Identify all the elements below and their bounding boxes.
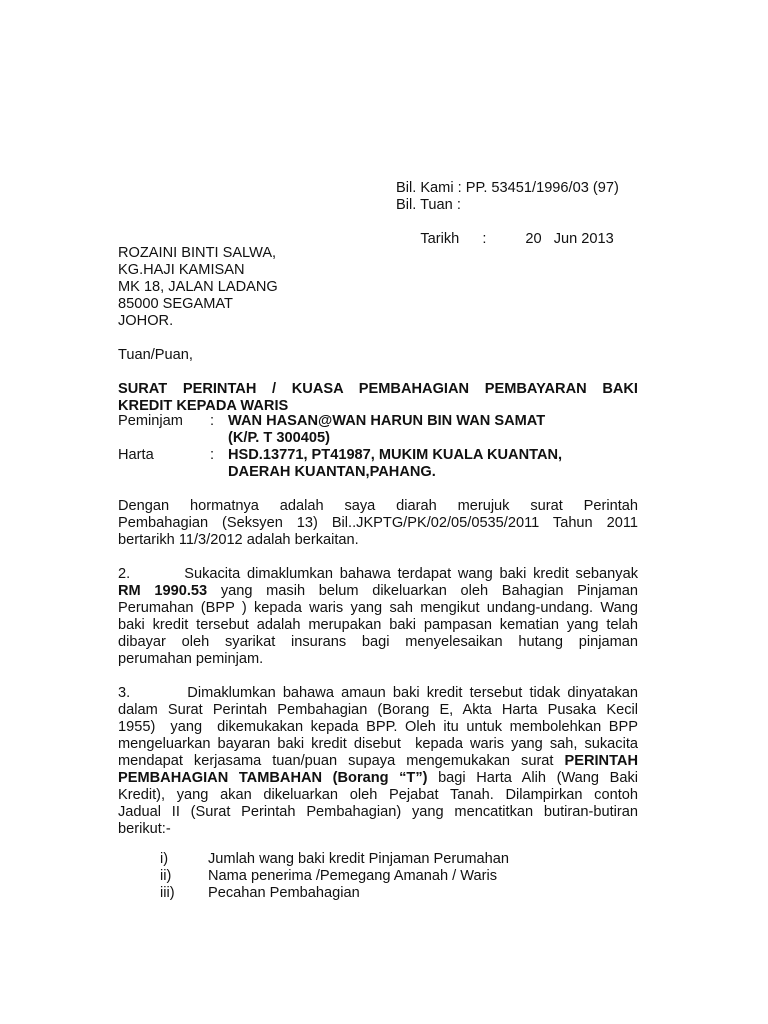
borrower-name: WAN HASAN@WAN HARUN BIN WAN SAMAT (228, 413, 546, 429)
salutation: Tuan/Puan, (118, 347, 193, 363)
paragraph-line: 2. Sukacita dimaklumkan bahawa terdapat wang baki kredit sebanyak (118, 566, 638, 582)
list-number: ii) (160, 868, 172, 884)
paragraph-line: Jadual II (Surat Perintah Pembahagian) yang mencatitkan butiran-butiran (118, 804, 638, 820)
subject-line-2: KREDIT KEPADA WARIS (118, 398, 289, 414)
address-line: MK 18, JALAN LADANG (118, 279, 278, 295)
paragraph-line: perumahan peminjam. (118, 651, 264, 667)
paragraph-line: bertarikh 11/3/2012 adalah berkaitan. (118, 532, 359, 548)
paragraph-3 (118, 685, 638, 838)
date-line (396, 214, 619, 265)
order-title-bold: PERINTAH (564, 753, 638, 769)
list-number: iii) (160, 885, 175, 901)
property-details (118, 447, 638, 481)
paragraph-2 (118, 566, 638, 668)
borrower-ic: (K/P. T 300405) (228, 430, 330, 446)
your-reference: Bil. Tuan : (396, 197, 461, 213)
paragraph-line: 3. Dimaklumkan bahawa amaun baki kredit tersebut tidak dinyatakan (118, 685, 638, 701)
address-line: JOHOR. (118, 313, 174, 329)
property-line-2: DAERAH KUANTAN,PAHANG. (228, 464, 436, 480)
borrower-label: Peminjam (118, 413, 183, 429)
subject-line-1: SURAT PERINTAH / KUASA PEMBAHAGIAN PEMBAYARAN BAKI (118, 381, 638, 397)
property-label: Harta (118, 447, 154, 463)
order-title-bold: PEMBAHAGIAN TAMBAHAN (Borang “T”) (118, 770, 428, 786)
date-label: Tarikh (420, 231, 460, 247)
property-line-1: HSD.13771, PT41987, MUKIM KUALA KUANTAN, (228, 447, 563, 463)
list-text: Jumlah wang baki kredit Pinjaman Perumahan (208, 851, 509, 867)
list-text: Pecahan Pembahagian (208, 885, 360, 901)
list-number: i) (160, 851, 169, 867)
paragraph-1 (118, 498, 638, 549)
address-line: KG.HAJI KAMISAN (118, 262, 245, 278)
recipient-address (118, 245, 278, 330)
property-colon: : (210, 447, 215, 463)
paragraph-line: mendapat kerjasama tuan/puan supaya mengemukakan surat PERINTAH (118, 753, 638, 769)
paragraph-line: Dengan hormatnya adalah saya diarah merujuk surat Perintah (118, 498, 638, 514)
address-line: 85000 SEGAMAT (118, 296, 233, 312)
paragraph-line: Perumahan (BPP ) kepada waris yang sah mengikut undang-undang. Wang (118, 600, 638, 616)
paragraph-line: berikut:- (118, 821, 171, 837)
borrower-details (118, 413, 638, 447)
subject-heading (118, 381, 638, 415)
credit-amount: RM 1990.53 (118, 583, 208, 599)
paragraph-line: RM 1990.53 yang masih belum dikeluarkan oleh Bahagian Pinjaman (118, 583, 638, 599)
paragraph-line: Kredit), yang akan dikeluarkan oleh Pejabat Tanah. Dilampirkan contoh (118, 787, 638, 803)
address-line: ROZAINI BINTI SALWA, (118, 245, 277, 261)
date-value: 20 Jun 2013 (525, 231, 614, 247)
paragraph-line: dibayar oleh syarikat insurans bagi menyelesaikan hutang pinjaman (118, 634, 638, 650)
our-reference: Bil. Kami : PP. 53451/1996/03 (97) (396, 180, 619, 196)
paragraph-line: mengeluarkan bayaran baki kredit disebut kepada waris yang sah, sukacita (118, 736, 638, 752)
paragraph-line: 1955) yang dikemukakan kepada BPP. Oleh itu untuk membolehkan BPP (118, 719, 638, 735)
paragraph-line: Pembahagian (Seksyen 13) Bil..JKPTG/PK/02/05/0535/2011 Tahun 2011 (118, 515, 638, 531)
paragraph-line: dalam Surat Perintah Pembahagian (Borang E, Akta Harta Pusaka Kecil (118, 702, 638, 718)
reference-block (396, 180, 619, 265)
paragraph-line: baki kredit tersebut adalah merupakan baki pampasan kematian yang telah (118, 617, 638, 633)
date-colon: : (482, 231, 487, 247)
list-text: Nama penerima /Pemegang Amanah / Waris (208, 868, 498, 884)
paragraph-line: PEMBAHAGIAN TAMBAHAN (Borang “T”) bagi Harta Alih (Wang Baki (118, 770, 638, 786)
borrower-colon: : (210, 413, 215, 429)
